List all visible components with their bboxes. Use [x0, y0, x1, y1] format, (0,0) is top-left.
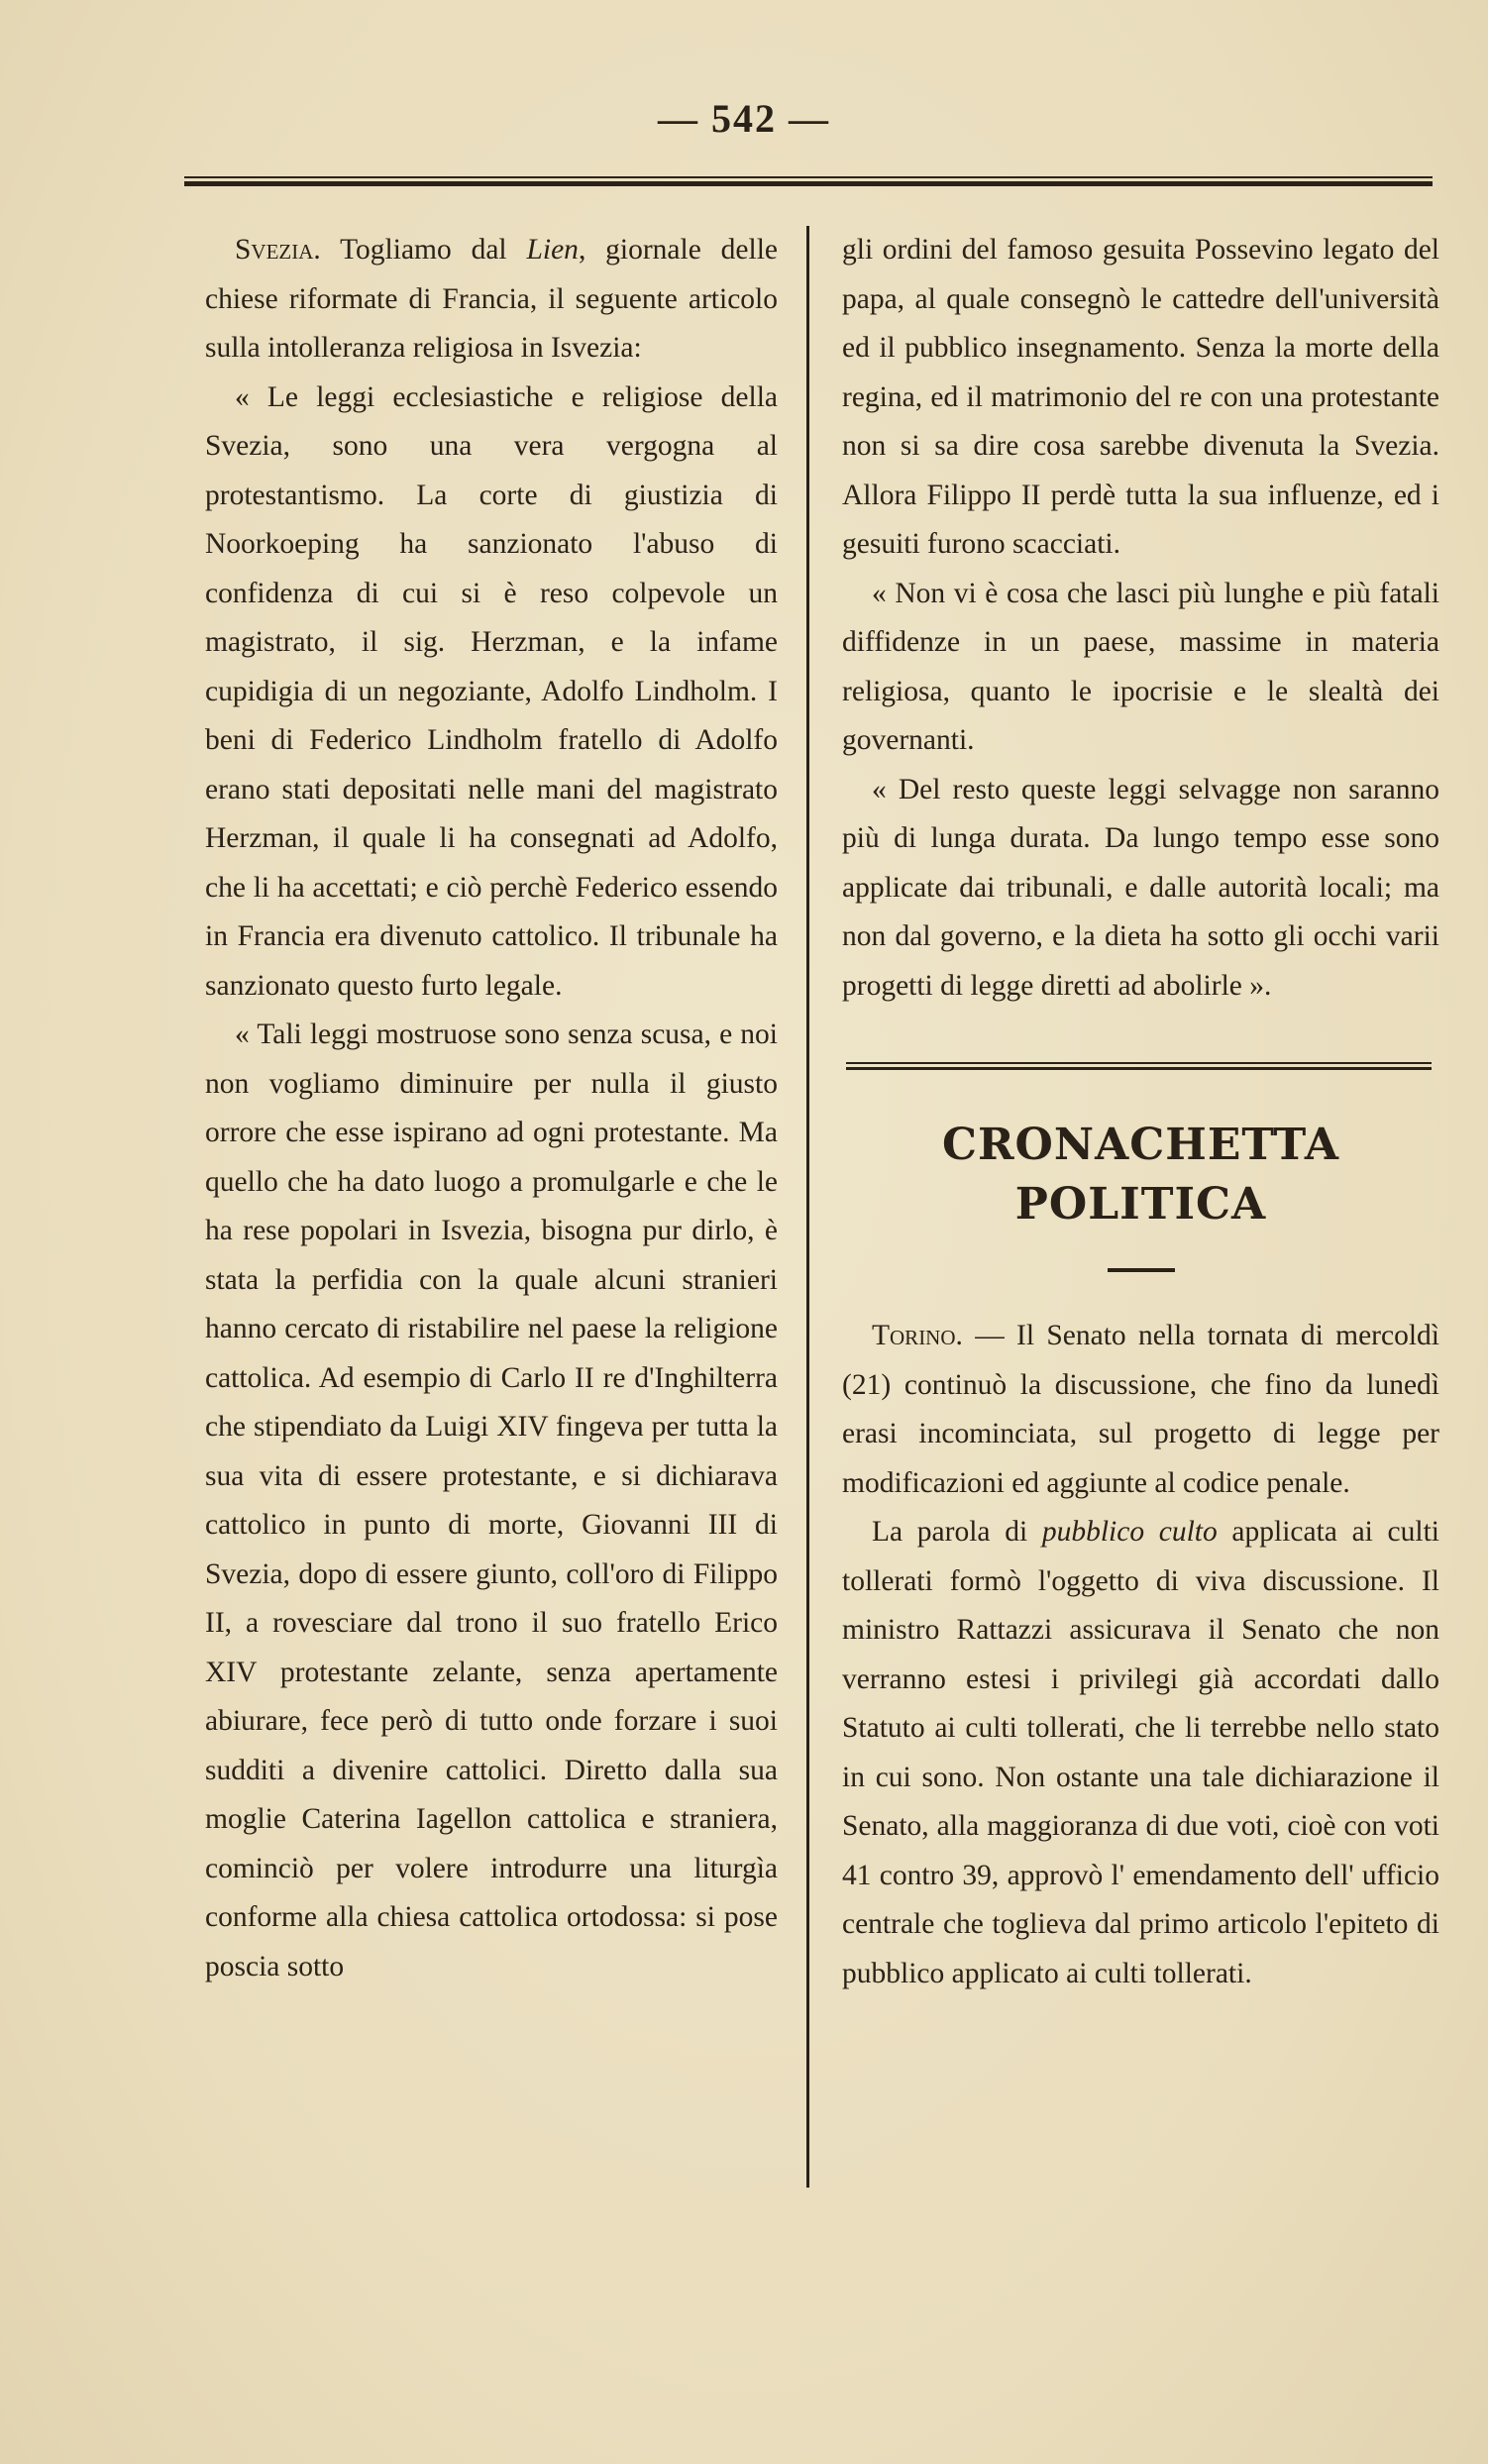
place-lead-torino: Torino [872, 1320, 956, 1351]
paragraph-svezia-intro: Svezia. Togliamo dal Lien, giornale delle chiese riformate di Francia, il seguente articolo sulla intolleranza religiosa in Isvezia: [205, 234, 779, 364]
paragraph-diffidenze: « Non vi è cosa che lasci più lunghe e più fatali diffidenze in un paese, massime in materia religiosa, quanto le ipocrisie e le slealtà dei governanti. [842, 577, 1439, 756]
section-title: CRONACHETTA POLITICA [941, 1120, 1340, 1230]
paragraph-possevino: gli ordini del famoso gesuita Possevino legato del papa, al quale consegnò le cattedre dell'università ed il pubblico insegnamento. Senza la morte della regina, ed il matrimonio del re con una protestante non si sa dire cosa sarebbe divenuta la Svezia. Allora Filippo II perdè tutta la sua influenze, ed i gesuiti furono scacciati. [842, 234, 1439, 560]
right-column [842, 226, 1439, 1998]
paragraph-leggi: « Le leggi ecclesiastiche e religiose della Svezia, sono una vera vergogna al protestantismo. La corte di giustizia di Noorkoeping ha sanzionato l'abuso di confidenza di cui si è reso colpevole un magistrato, il sig. Herzman, e la infame cupidigia di un negoziante, Adolfo Lindholm. I beni di Federico Lindholm fratello di Adolfo erano stati depositati nelle mani del magistrato Herzman, il quale li ha consegnati ad Adolfo, che li ha accettati; e ciò perchè Federico essendo in Francia era divenuto cattolico. Il tribunale ha sanzionato questo furto legale. [205, 380, 778, 1002]
paragraph-pubblico-culto: La parola di pubblico culto applicata ai culti tollerati formò l'oggetto di viva discussione. Il ministro Rattazzi assicurava il Senato che non verranno estesi i privilegi già accordati dallo Statuto ai culti tollerati, che li terrebbe nello stato in cui sono. Non ostante una tale dichiarazione il Senato, alla maggioranza di due voti, cioè con voti 41 contro 39, approvò l' emendamento dell' ufficio centrale che toglieva dal primo articolo l'epiteto di pubblico applicato ai culti tollerati. [842, 1516, 1439, 1989]
journal-name: Lien [526, 234, 579, 266]
emphasis-pubblico-culto: pubblico culto [1041, 1516, 1218, 1548]
column-divider [806, 226, 809, 2188]
paragraph-tali-leggi: « Tali leggi mostruose sono senza scusa, e noi non vogliamo diminuire per nulla il giusto orrore che esse ispirano ad ogni protestante. Ma quello che ha dato luogo a promulgarle e che le ha rese popolari in Isvezia, bisogna pur dirlo, è stata la perfidia con la quale alcuni stranieri hanno cercato di ristabilire nel paese la religione cattolica. Ad esempio di Carlo II re d'Inghilterra che stipendiato da Luigi XIV fingeva per tutta la sua vita di essere protestante, e si dichiarava cattolico in punto di morte, Giovanni III di Svezia, dopo di essere giunto, coll'oro di Filippo II, a rovesciare dal trono il suo fratello Erico XIV protestante zelante, senza apertamente abiurare, fece però di tutto onde forzare i suoi sudditi a divenire cattolici. Diretto dalla sua moglie Caterina Iagellon cattolica e straniera, cominciò per volere introdurre una liturgìa conforme alla chiesa cattolica ortodossa: si pose poscia sotto [205, 1018, 778, 1982]
place-lead-svezia: Svezia [235, 234, 314, 266]
header-rule [184, 176, 1433, 186]
paragraph-torino: Torino. — Il Senato nella tornata di mercoldì (21) continuò la discussione, che fino da lunedì erasi incominciata, sul progetto di legge per modificazioni ed aggiunte al codice penale. [842, 1320, 1439, 1499]
left-column [205, 226, 778, 1991]
section-rule [846, 1062, 1432, 1070]
title-ornament-rule [1108, 1268, 1175, 1272]
page-number: — 542 — [658, 96, 830, 141]
paragraph-del-resto: « Del resto queste leggi selvagge non saranno più di lunga durata. Da lungo tempo esse sono applicate dai tribunali, e dalle autorità locali; ma non dal governo, e la dieta ha sotto gli occhi varii progetti di legge diretti ad abolirle ». [842, 773, 1439, 1002]
